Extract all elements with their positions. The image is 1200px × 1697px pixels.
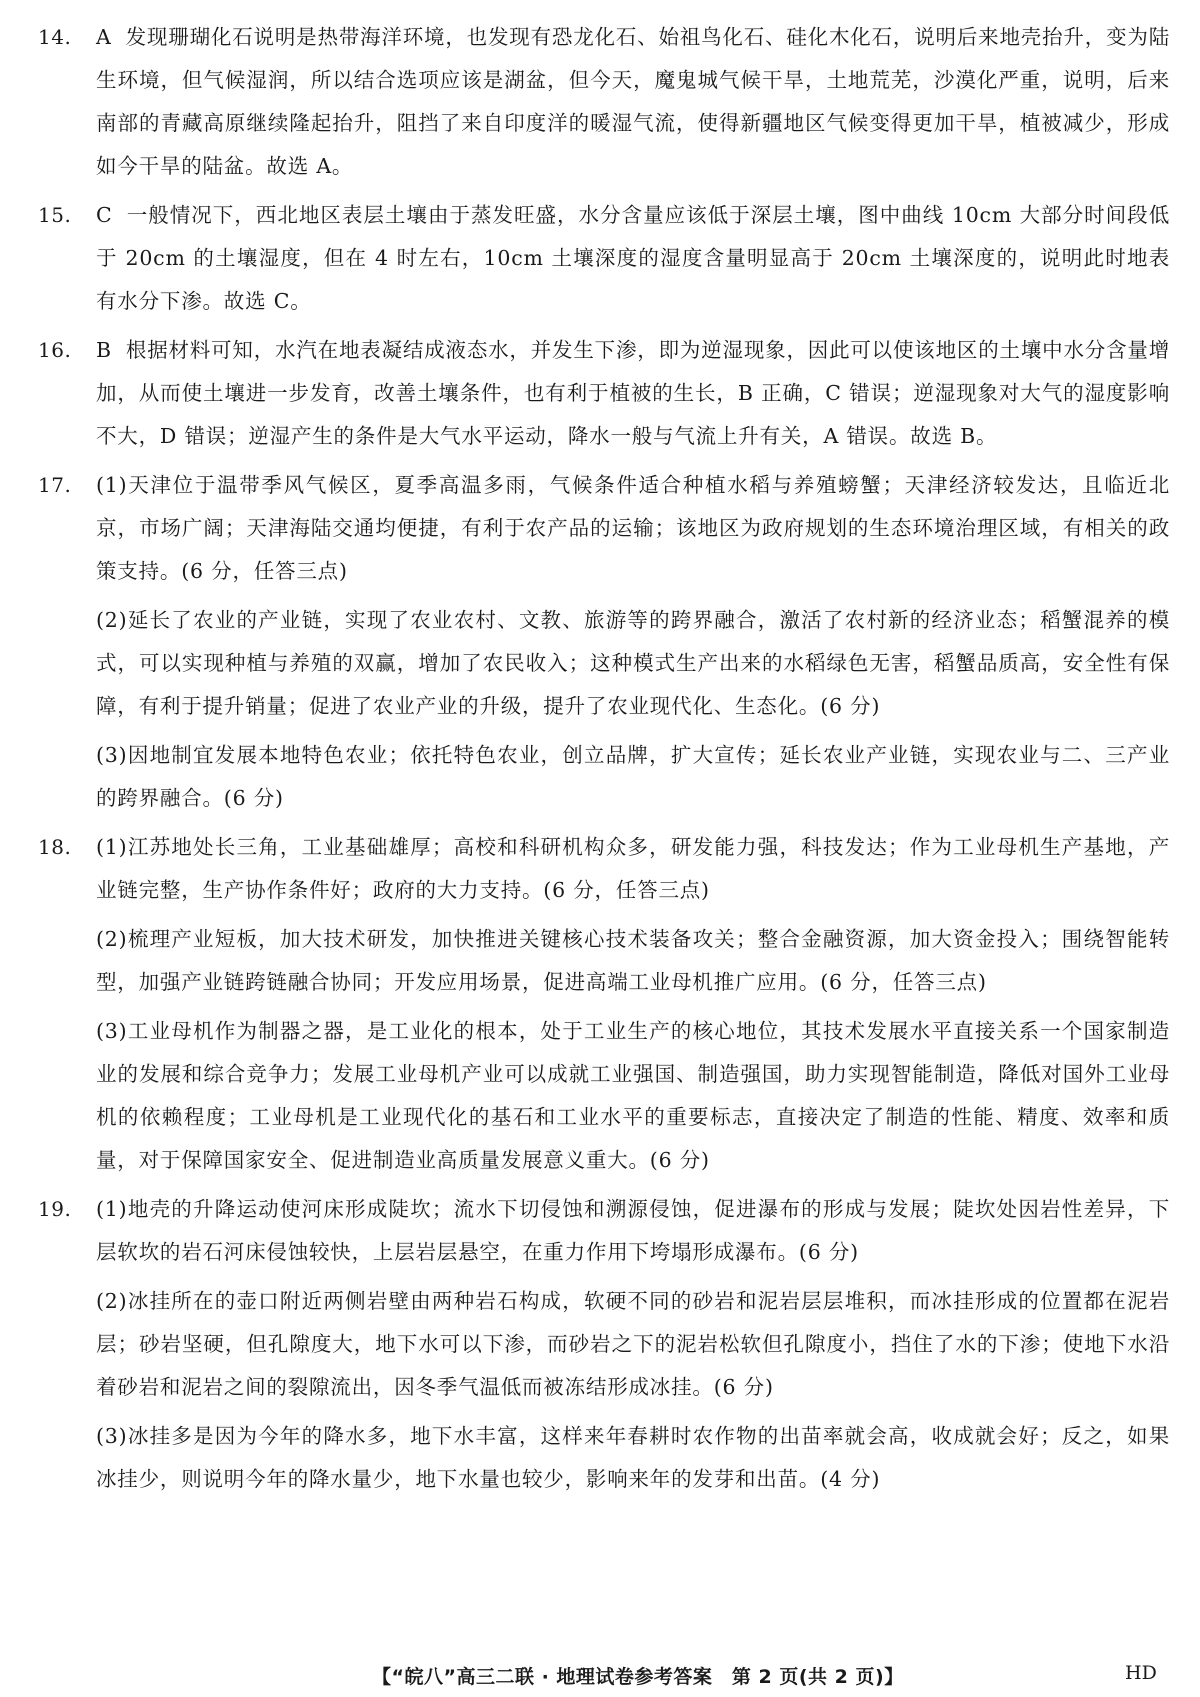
answer-item-17 xyxy=(30,464,1170,820)
answer-choice: A xyxy=(96,25,112,49)
question-number: 14. xyxy=(38,25,72,49)
answer-paragraph xyxy=(96,194,1170,323)
question-number: 19. xyxy=(38,1197,72,1221)
answer-item-15 xyxy=(30,194,1170,323)
answer-paragraph-2: (2)冰挂所在的壶口附近两侧岩壁由两种岩石构成，软硬不同的砂岩和泥岩层层堆积，而冰挂形成的位置都在泥岩层；砂岩坚硬，但孔隙度大，地下水可以下渗，而砂岩之下的泥岩松软但孔隙度小，挡住了水的下渗；使地下水沿着砂岩和泥岩之间的裂隙流出，因冬季气温低而被冻结形成冰挂。(6 分) xyxy=(96,1289,1170,1399)
answer-item-19 xyxy=(30,1188,1170,1501)
answer-paragraph xyxy=(96,16,1170,188)
answer-paragraph xyxy=(96,329,1170,458)
question-number: 15. xyxy=(38,203,72,227)
answer-paragraph-2: (2)梳理产业短板，加大技术研发，加快推进关键核心技术装备攻关；整合金融资源，加大资金投入；围绕智能转型，加强产业链跨链融合协同；开发应用场景，促进高端工业母机推广应用。(6 分，任答三点) xyxy=(96,927,1170,994)
answer-paragraph-3: (3)冰挂多是因为今年的降水多，地下水丰富，这样来年春耕时农作物的出苗率就会高，收成就会好；反之，如果冰挂少，则说明今年的降水量少，地下水量也较少，影响来年的发芽和出苗。(4 分) xyxy=(96,1424,1170,1491)
answer-choice: C xyxy=(96,203,113,227)
question-number: 16. xyxy=(38,338,72,362)
answer-text: 发现珊瑚化石说明是热带海洋环境，也发现有恐龙化石、始祖鸟化石、硅化木化石，说明后来地壳抬升，变为陆生环境，但气候湿润，所以结合选项应该是湖盆，但今天，魔鬼城气候干旱，土地荒芜，沙漠化严重，说明，后来南部的青藏高原继续隆起抬升，阻挡了来自印度洋的暖湿气流，使得新疆地区气候变得更加干旱，植被减少，形成如今干旱的陆盆。故选 A。 xyxy=(96,25,1170,178)
answer-text: 一般情况下，西北地区表层土壤由于蒸发旺盛，水分含量应该低于深层土壤，图中曲线 10cm 大部分时间段低于 20cm 的土壤湿度，但在 4 时左右，10cm 土壤深度的湿度含量明显高于 20cm 土壤深度的，说明此时地表有水分下渗。故选 C。 xyxy=(96,203,1170,313)
answer-paragraph-1: (1)地壳的升降运动使河床形成陡坎；流水下切侵蚀和溯源侵蚀，促进瀑布的形成与发展；陡坎处因岩性差异，下层软坎的岩石河床侵蚀较快，上层岩层悬空，在重力作用下垮塌形成瀑布。(6 分) xyxy=(96,1197,1170,1264)
footer-title: 【“皖八”高三二联 · 地理试卷参考答案 第 2 页(共 2 页)】 xyxy=(372,1666,904,1688)
answer-list xyxy=(30,16,1170,1507)
question-number: 17. xyxy=(38,473,72,497)
answer-choice: B xyxy=(96,338,112,362)
answer-item-14 xyxy=(30,16,1170,188)
answer-paragraph-1: (1)江苏地处长三角，工业基础雄厚；高校和科研机构众多，研发能力强，科技发达；作为工业母机生产基地，产业链完整，生产协作条件好；政府的大力支持。(6 分，任答三点) xyxy=(96,835,1170,902)
answer-paragraph-3: (3)因地制宜发展本地特色农业；依托特色农业，创立品牌，扩大宣传；延长农业产业链，实现农业与二、三产业的跨界融合。(6 分) xyxy=(96,743,1170,810)
question-number: 18. xyxy=(38,835,72,859)
answer-paragraph-3: (3)工业母机作为制器之器，是工业化的根本，处于工业生产的核心地位，其技术发展水平直接关系一个国家制造业的发展和综合竞争力；发展工业母机产业可以成就工业强国、制造强国，助力实现智能制造，降低对国外工业母机的依赖程度；工业母机是工业现代化的基石和工业水平的重要标志，直接决定了制造的性能、精度、效率和质量，对于保障国家安全、促进制造业高质量发展意义重大。(6 分) xyxy=(96,1019,1170,1172)
answer-text: 根据材料可知，水汽在地表凝结成液态水，并发生下渗，即为逆湿现象，因此可以使该地区的土壤中水分含量增加，从而使土壤进一步发育，改善土壤条件，也有利于植被的生长，B 正确，C 错误；逆湿现象对大气的湿度影响不大，D 错误；逆湿产生的条件是大气水平运动，降水一般与气流上升有关，A 错误。故选 B。 xyxy=(96,338,1170,448)
answer-item-18 xyxy=(30,826,1170,1182)
page-footer xyxy=(0,1660,1200,1690)
answer-item-16 xyxy=(30,329,1170,458)
answer-paragraph-1: (1)天津位于温带季风气候区，夏季高温多雨，气候条件适合种植水稻与养殖螃蟹；天津经济较发达，且临近北京，市场广阔；天津海陆交通均便捷，有利于农产品的运输；该地区为政府规划的生态环境治理区域，有相关的政策支持。(6 分，任答三点) xyxy=(96,473,1170,583)
footer-code: HD xyxy=(1125,1662,1157,1684)
answer-paragraph-2: (2)延长了农业的产业链，实现了农业农村、文教、旅游等的跨界融合，激活了农村新的经济业态；稻蟹混养的模式，可以实现种植与养殖的双赢，增加了农民收入；这种模式生产出来的水稻绿色无害，稻蟹品质高，安全性有保障，有利于提升销量；促进了农业产业的升级，提升了农业现代化、生态化。(6 分) xyxy=(96,608,1170,718)
